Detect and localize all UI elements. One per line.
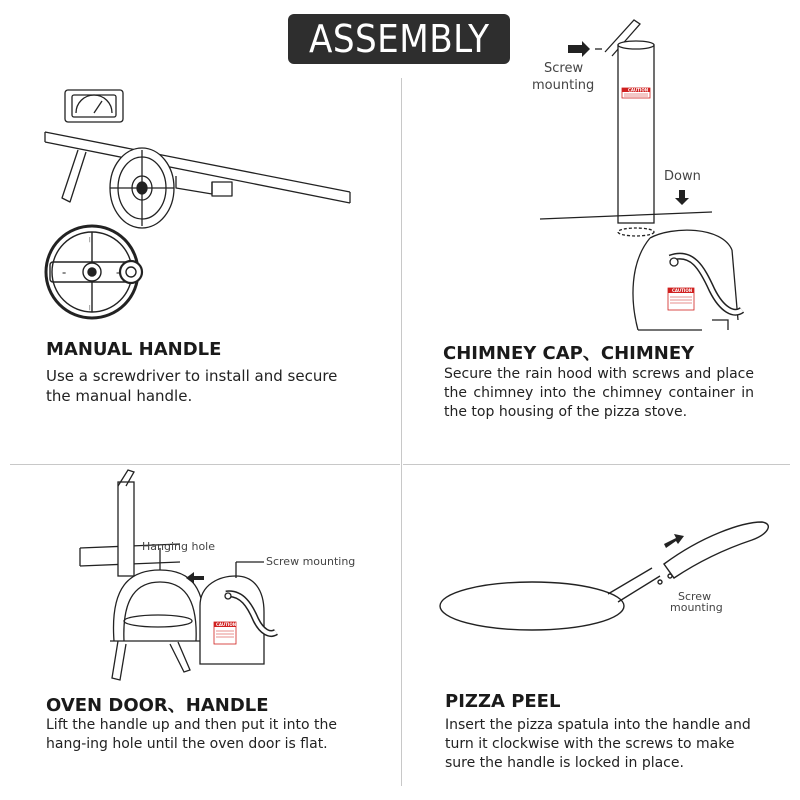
manual-handle-illustration [0,80,400,330]
chimney-heading: CHIMNEY CAP、CHIMNEY [443,343,695,364]
pizza-peel-description: Insert the pizza spatula into the handle and turn it clockwise with the screws to make sure the handle is locked in place. [445,717,751,771]
peel-arrow-icon [664,534,684,548]
page-title: ASSEMBLY [308,17,490,61]
pizza-peel-illustration [402,466,800,686]
svg-text:=: = [116,271,121,277]
oven-caution-label: CAUTION [672,288,693,293]
manual-handle-description: Use a screwdriver to install and secure the manual handle. [46,367,338,405]
door-caution-label: CAUTION [216,622,237,627]
down-arrow-icon [675,190,689,205]
screw-arrow-icon [568,41,590,57]
peel-screw-label-line1: Screw [678,590,712,603]
chimney-screw-label-line1: Screw [544,61,584,76]
pizza-peel-heading: PIZZA PEEL [445,691,561,712]
peel-screw-label-line2: mounting [670,601,723,614]
svg-text:|: | [89,305,91,311]
svg-text:|: | [89,237,91,243]
horizontal-divider-left [10,464,400,465]
oven-door-description: Lift the handle up and then put it into the hang-ing hole until the oven door is flat. [46,717,337,752]
oven-door-illustration [0,466,400,686]
oven-door-heading: OVEN DOOR、HANDLE [46,695,269,716]
svg-text:=: = [62,271,67,277]
chimney-down-label: Down [664,169,701,184]
door-screw-label: Screw mounting [266,555,356,568]
hanging-hole-label: Hanging hole [142,540,215,553]
chimney-illustration [402,0,800,340]
manual-handle-heading: MANUAL HANDLE [46,339,222,360]
horizontal-divider-right [403,464,790,465]
chimney-description: Secure the rain hood with screws and place the chimney into the chimney container in the top housing of the pizza stove. [444,366,754,420]
chimney-caution-label: CAUTION [628,87,649,93]
chimney-screw-label-line2: mounting [532,78,595,93]
